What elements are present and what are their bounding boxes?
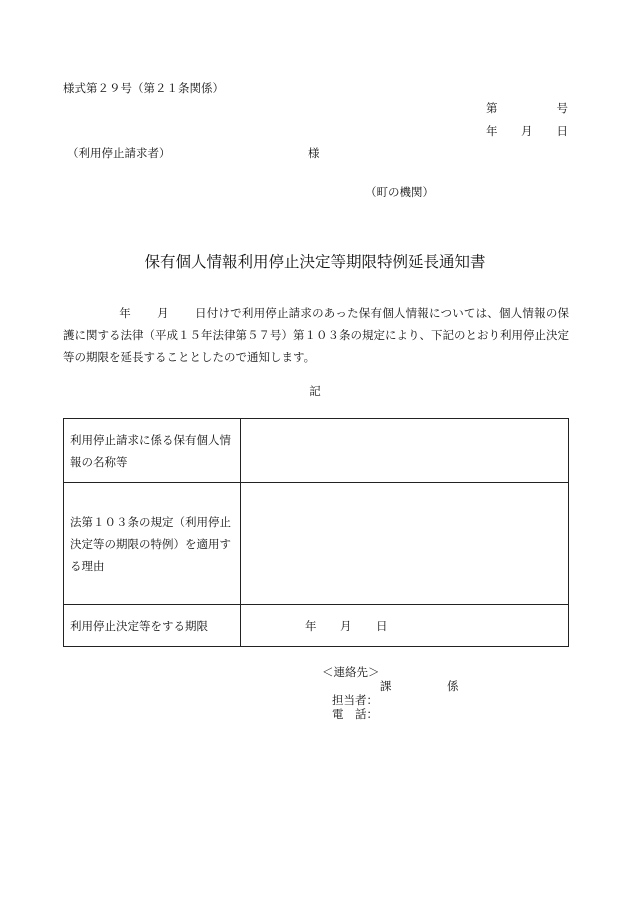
table-row [64, 483, 569, 605]
contact-section-row [322, 679, 459, 693]
contact-person: 担当者： [332, 693, 378, 707]
contact-subsection: 係 [447, 679, 459, 693]
date-day: 日 [556, 124, 568, 138]
body-text: 日付けで利用停止請求のあった保有個人情報については、個人情報の保護に関する法律（平成１５年法律第５７号）第１０３条の規定により、下記のとおり利用停止決定等の期限を延長することとしたので通知します。 [63, 306, 570, 364]
body-paragraph [63, 302, 569, 368]
body-month: 月 [156, 306, 169, 320]
info-table [63, 418, 569, 647]
date-month: 月 [521, 124, 533, 138]
date-year: 年 [486, 124, 498, 138]
row-label-info-name: 利用停止請求に係る保有個人情報の名称等 [64, 419, 241, 483]
row-value-deadline [241, 605, 569, 647]
row-value-reason [241, 483, 569, 605]
deadline-year: 年 [305, 618, 317, 633]
sender-agency: （町の機関） [365, 185, 434, 199]
row-label-deadline: 利用停止決定等をする期限 [64, 605, 241, 647]
contact-section: 課 [380, 679, 392, 693]
document-title: 保有個人情報利用停止決定等期限特例延長通知書 [144, 253, 486, 271]
row-label-reason: 法第１０３条の規定（利用停止決定等の期限の特例）を適用する理由 [64, 483, 241, 605]
contact-block [322, 665, 459, 721]
document-number-prefix: 第 [486, 101, 498, 115]
addressee-honorific: 様 [308, 146, 320, 160]
contact-heading: ＜連絡先＞ [322, 665, 380, 679]
deadline-month: 月 [340, 618, 352, 633]
body-year: 年 [119, 306, 131, 320]
deadline-day: 日 [376, 618, 388, 633]
contact-phone: 電 話： [332, 707, 378, 721]
form-number: 様式第２９号（第２１条関係） [63, 81, 224, 95]
table-row [64, 605, 569, 647]
addressee-label: （利用停止請求者） [67, 146, 171, 160]
document-number-suffix: 号 [556, 101, 568, 115]
row-value-info-name [241, 419, 569, 483]
table-row [64, 419, 569, 483]
ki-heading: 記 [309, 384, 321, 398]
